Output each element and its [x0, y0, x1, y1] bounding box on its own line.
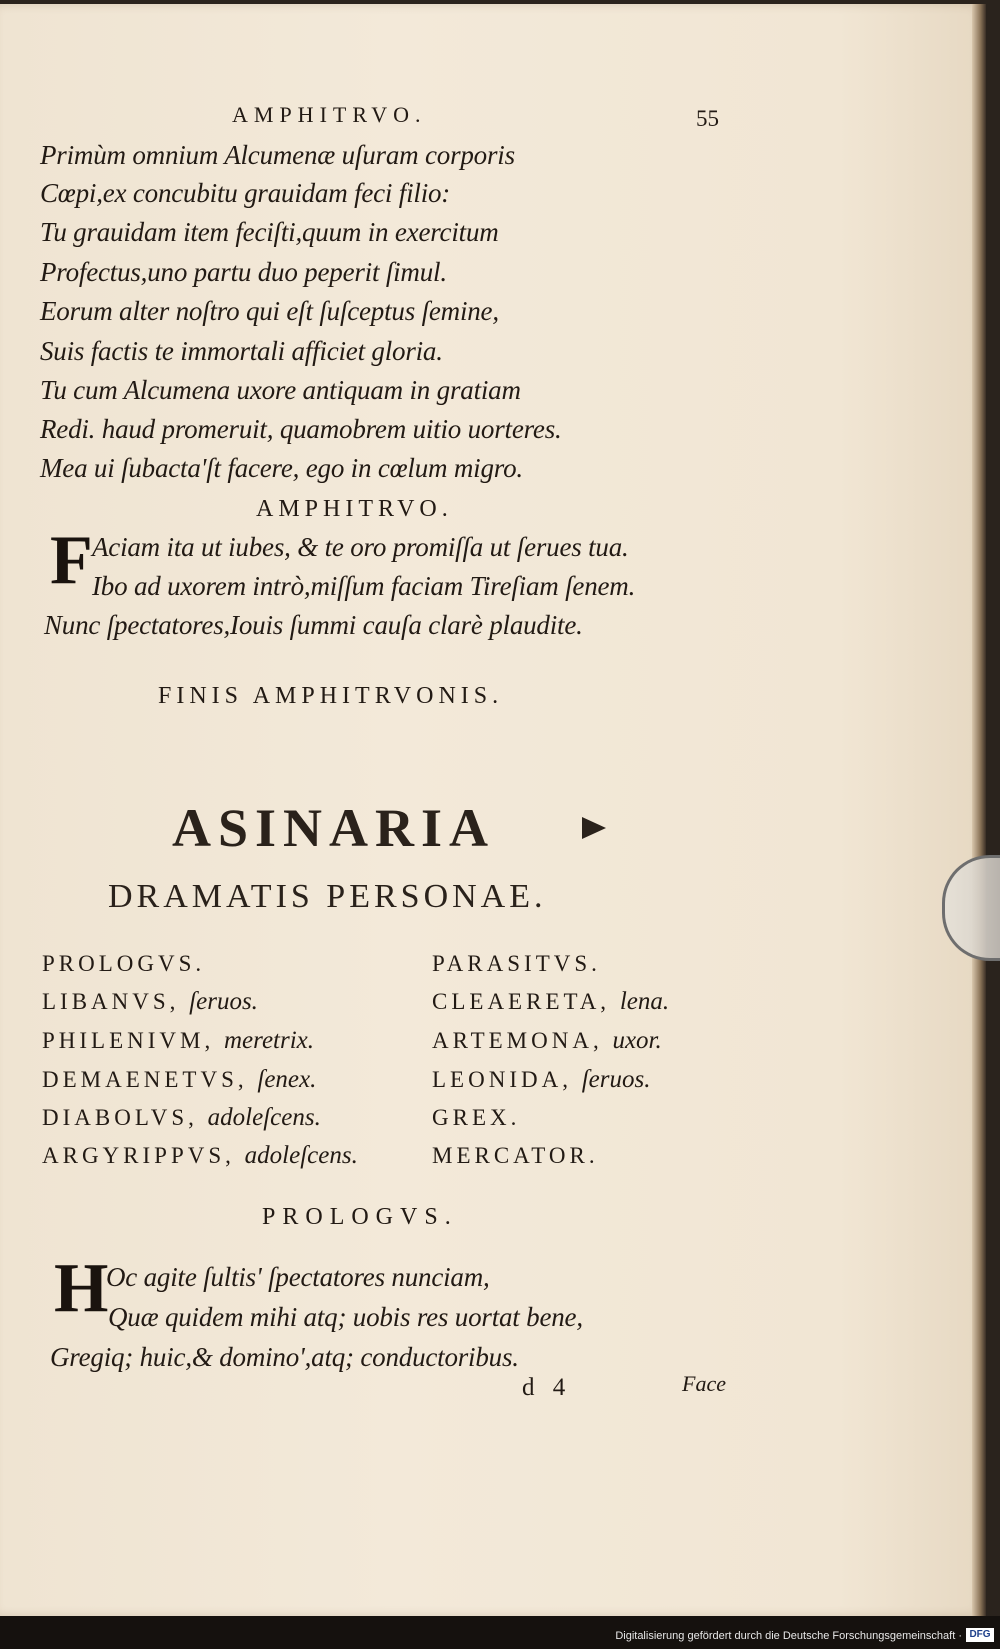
page-edge	[972, 4, 986, 1616]
catchword: Face	[682, 1371, 726, 1396]
verse-line: Tu cum Alcumena uxore antiquam in gratiam	[40, 375, 521, 405]
verse-line: Cœpi,ex concubitu grauidam feci filio:	[40, 178, 451, 208]
persona-entry: DIABOLVS, adoleſcens.	[42, 1104, 321, 1131]
prologus-heading: PROLOGVS.	[262, 1204, 458, 1230]
persona-entry: LIBANVS, ſeruos.	[42, 988, 258, 1015]
verse-line: Gregiq; huic,& domino',atq; conductoribus.	[50, 1342, 519, 1372]
persona-entry: PARASITVS.	[432, 951, 601, 976]
persona-entry: PHILENIVM, meretrix.	[42, 1027, 315, 1054]
verse-line: Mea ui ſubacta'ſt facere, ego in cœlum migro.	[40, 453, 523, 483]
verse-line: Redi. haud promeruit, quamobrem uitio uorteres.	[40, 414, 562, 444]
verse-line: Oc agite ſultis' ſpectatores nunciam,	[106, 1262, 490, 1292]
signature-mark: d 4	[522, 1374, 572, 1401]
dramatis-personae-title: DRAMATIS PERSONAE.	[108, 878, 547, 915]
speaker-heading: AMPHITRVO.	[256, 496, 453, 522]
verse-line: Nunc ſpectatores,Iouis ſummi cauſa clarè plaudite.	[44, 610, 583, 640]
page-number: 55	[696, 106, 719, 131]
persona-entry: ARGYRIPPVS, adoleſcens.	[42, 1142, 358, 1169]
verse-line: Eorum alter noſtro qui eſt ſuſceptus ſemine,	[40, 296, 499, 326]
persona-entry: CLEAERETA, lena.	[432, 988, 670, 1015]
drop-cap: H	[54, 1250, 109, 1327]
play-title: ASINARIA	[172, 798, 496, 858]
drop-cap: F	[50, 522, 93, 599]
persona-entry: GREX.	[432, 1105, 521, 1130]
verse-line: Quæ quidem mihi atq; uobis res uortat bene,	[108, 1302, 583, 1332]
arrow-ornament-icon	[582, 817, 606, 839]
dfg-logo: DFG	[966, 1628, 994, 1642]
running-head: AMPHITRVO.	[232, 102, 427, 127]
verse-line: Tu grauidam item feciſti,quum in exercitum	[40, 217, 499, 247]
verse-line: Suis factis te immortali afficiet gloria.	[40, 336, 443, 366]
verse-line: Profectus,uno partu duo peperit ſimul.	[40, 257, 447, 287]
funding-credit: Digitalisierung gefördert durch die Deutsche Forschungsgemeinschaft ·	[615, 1630, 962, 1642]
verse-line: Primùm omnium Alcumenæ uſuram corporis	[40, 140, 515, 170]
verse-line: Ibo ad uxorem intrò,miſſum faciam Tireſiam ſenem.	[92, 571, 636, 601]
finis-line: FINIS AMPHITRVONIS.	[158, 683, 504, 709]
verse-line: Aciam ita ut iubes, & te oro promiſſa ut ſerues tua.	[92, 532, 629, 562]
persona-entry: DEMAENETVS, ſenex.	[42, 1066, 317, 1093]
persona-entry: MERCATOR.	[432, 1143, 599, 1168]
persona-entry: LEONIDA, ſeruos.	[432, 1066, 651, 1093]
persona-entry: PROLOGVS.	[42, 951, 206, 976]
persona-entry: ARTEMONA, uxor.	[432, 1027, 662, 1054]
